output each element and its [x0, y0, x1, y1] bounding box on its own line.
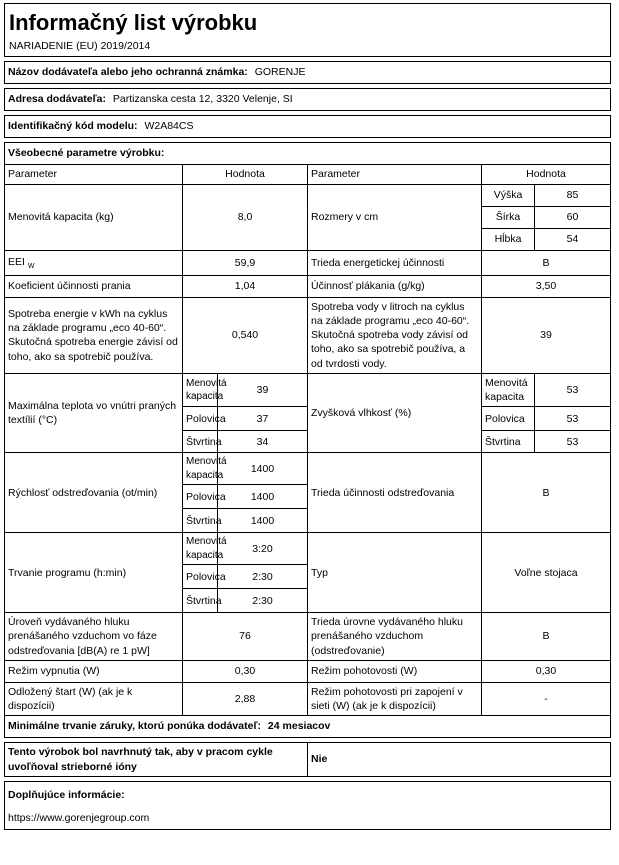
washing-efficiency-label: Koeficient účinnosti prania	[5, 275, 183, 297]
duration-label: Trvanie programu (h:min)	[5, 533, 183, 613]
width-label: Šírka	[482, 206, 535, 228]
spin-class-label: Trieda účinnosti odstreďovania	[308, 453, 482, 533]
rinsing-efficiency-value: 3,50	[482, 275, 611, 297]
regulation-text: NARIADENIE (EU) 2019/2014	[5, 38, 611, 57]
duration-quarter-label: Štvrtina	[183, 589, 218, 613]
moisture-label: Zvyšková vlhkosť (%)	[308, 373, 482, 452]
product-information-sheet	[4, 3, 610, 830]
col-header-parameter-right: Parameter	[308, 164, 482, 184]
spin-class-value: B	[482, 453, 611, 533]
model-label: Identifikačný kód modelu:	[8, 120, 138, 133]
warranty-label: Minimálne trvanie záruky, ktorú ponúka dodávateľ:	[8, 720, 261, 733]
moisture-quarter-label: Štvrtina	[482, 431, 535, 453]
col-header-value-left: Hodnota	[183, 164, 308, 184]
type-label: Typ	[308, 533, 482, 613]
noise-value: 76	[183, 613, 308, 661]
max-temp-half-label: Polovica	[183, 407, 218, 431]
spin-speed-quarter-label: Štvrtina	[183, 509, 218, 533]
address-value: Partizanska cesta 12, 3320 Velenje, SI	[112, 93, 293, 106]
dimensions-label: Rozmery v cm	[308, 184, 482, 250]
address-row	[5, 88, 611, 110]
moisture-half-value: 53	[535, 407, 611, 431]
moisture-quarter-value: 53	[535, 431, 611, 453]
max-temp-rated-label: Menovitá kapacita	[183, 373, 218, 406]
standby-label: Režim pohotovosti (W)	[308, 660, 482, 682]
eei-subscript: W	[27, 262, 35, 270]
duration-half-value: 2:30	[218, 565, 308, 589]
delay-start-value: 2,88	[183, 682, 308, 715]
address-label: Adresa dodávateľa:	[8, 93, 106, 106]
max-temp-quarter-label: Štvrtina	[183, 431, 218, 453]
washing-efficiency-value: 1,04	[183, 275, 308, 297]
general-parameters-header: Všeobecné parametre výrobku:	[5, 142, 611, 164]
energy-class-label: Trieda energetickej účinnosti	[308, 250, 482, 275]
moisture-half-label: Polovica	[482, 407, 535, 431]
col-header-value-right: Hodnota	[482, 164, 611, 184]
model-value: W2A84CS	[144, 120, 194, 133]
networked-standby-value: -	[482, 682, 611, 715]
moisture-rated-value: 53	[535, 373, 611, 406]
spin-speed-rated-value: 1400	[218, 453, 308, 485]
depth-value: 54	[535, 228, 611, 250]
additional-info-label: Doplňujúce informácie:	[5, 782, 611, 808]
supplier-label: Názov dodávateľa alebo jeho ochranná známka:	[8, 66, 248, 79]
silver-ions-value: Nie	[308, 743, 611, 777]
networked-standby-label: Režim pohotovosti pri zapojení v sieti (W) (ak je k dispozícii)	[308, 682, 482, 715]
supplier-row	[5, 61, 611, 83]
energy-consumption-label: Spotreba energie v kWh na cyklus na základe programu „eco 40-60“. Skutočná spotreba energie závisí od toho, ako sa spotrebič používa.	[5, 297, 183, 373]
spin-speed-rated-label: Menovitá kapacita	[183, 453, 218, 485]
sheet-table	[4, 3, 611, 830]
spin-speed-label: Rýchlosť odstreďovania (ot/min)	[5, 453, 183, 533]
spin-speed-half-label: Polovica	[183, 485, 218, 509]
model-row	[5, 115, 611, 137]
warranty-value: 24 mesiacov	[267, 720, 331, 733]
depth-label: Hĺbka	[482, 228, 535, 250]
energy-class-value: B	[482, 250, 611, 275]
height-label: Výška	[482, 184, 535, 206]
additional-info-url[interactable]: https://www.gorenjegroup.com	[5, 808, 611, 830]
max-temp-quarter-value: 34	[218, 431, 308, 453]
off-mode-label: Režim vypnutia (W)	[5, 660, 183, 682]
capacity-value: 8,0	[183, 184, 308, 250]
spin-speed-half-value: 1400	[218, 485, 308, 509]
duration-half-label: Polovica	[183, 565, 218, 589]
duration-quarter-value: 2:30	[218, 589, 308, 613]
water-consumption-label: Spotreba vody v litroch na cyklus na základe programu „eco 40-60“. Skutočná spotreba vody závisí od toho, ako sa spotrebič používa, a od tvrdosti vody.	[308, 297, 482, 373]
supplier-value: GORENJE	[254, 66, 306, 79]
page-title: Informačný list výrobku	[5, 4, 611, 38]
height-value: 85	[535, 184, 611, 206]
eei-label-cell	[5, 250, 183, 275]
warranty-row	[5, 716, 611, 738]
noise-class-value: B	[482, 613, 611, 661]
noise-class-label: Trieda úrovne vydávaného hluku prenášaného vzduchom (odstreďovanie)	[308, 613, 482, 661]
capacity-label: Menovitá kapacita (kg)	[5, 184, 183, 250]
silver-ions-label: Tento výrobok bol navrhnutý tak, aby v pracom cykle uvoľňoval strieborné ióny	[5, 743, 308, 777]
water-consumption-value: 39	[482, 297, 611, 373]
energy-consumption-value: 0,540	[183, 297, 308, 373]
duration-rated-label: Menovitá kapacita	[183, 533, 218, 565]
spin-speed-quarter-value: 1400	[218, 509, 308, 533]
off-mode-value: 0,30	[183, 660, 308, 682]
moisture-rated-label: Menovitá kapacita	[482, 373, 535, 406]
delay-start-label: Odložený štart (W) (ak je k dispozícii)	[5, 682, 183, 715]
max-temp-rated-value: 39	[218, 373, 308, 406]
col-header-parameter-left: Parameter	[5, 164, 183, 184]
standby-value: 0,30	[482, 660, 611, 682]
eei-value: 59,9	[183, 250, 308, 275]
type-value: Voľne stojaca	[482, 533, 611, 613]
noise-label: Úroveň vydávaného hluku prenášaného vzduchom vo fáze odstreďovania [dB(A) re 1 pW]	[5, 613, 183, 661]
max-temp-half-value: 37	[218, 407, 308, 431]
duration-rated-value: 3:20	[218, 533, 308, 565]
width-value: 60	[535, 206, 611, 228]
rinsing-efficiency-label: Účinnosť plákania (g/kg)	[308, 275, 482, 297]
max-temperature-label: Maximálna teplota vo vnútri praných textílií (°C)	[5, 373, 183, 452]
eei-label: EEI	[8, 255, 25, 268]
